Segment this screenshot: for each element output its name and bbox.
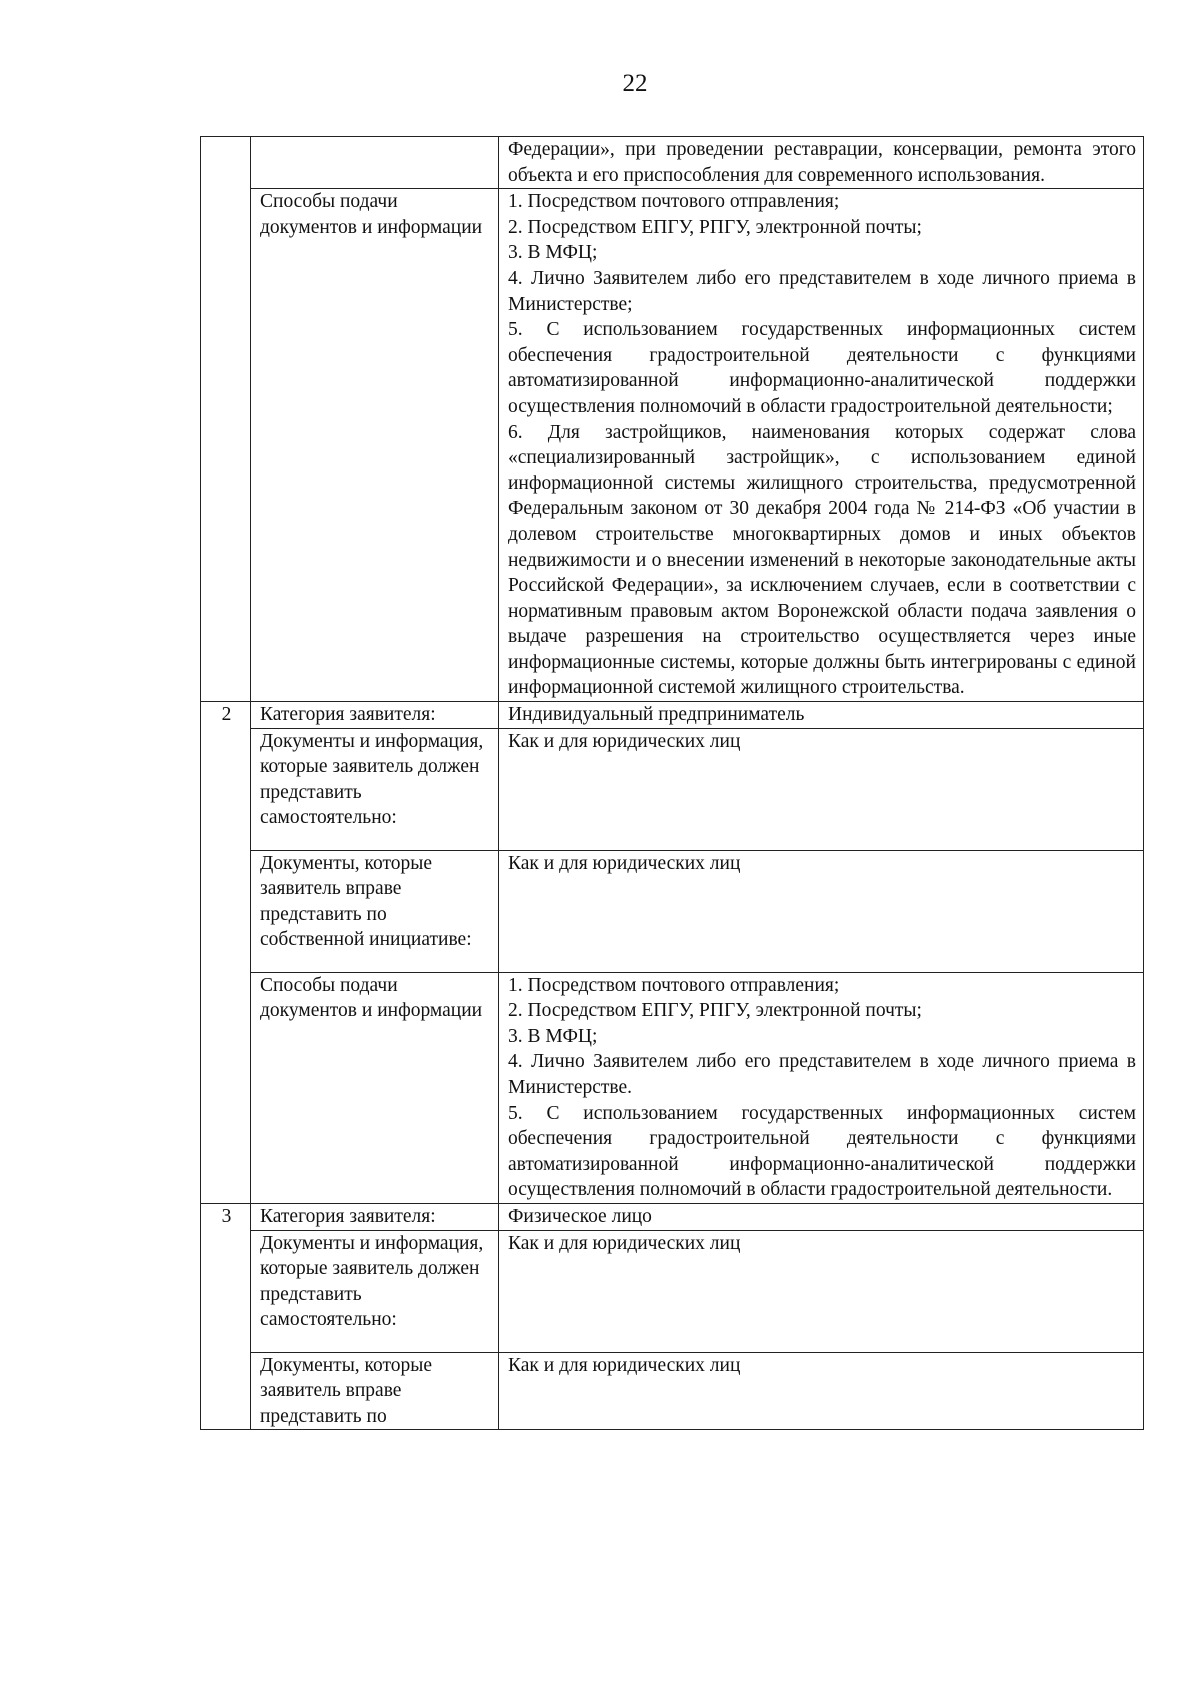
row-number: 3 (201, 1204, 251, 1430)
list-item: 3. В МФЦ; (508, 1025, 598, 1047)
list-item: 2. Посредством ЕПГУ, РПГУ, электронной почты; (508, 216, 922, 238)
table-row (201, 728, 1144, 850)
continuation-cell: Федерации», при проведении реставрации, консервации, ремонта этого объекта и его приспособления для современного использования. (499, 137, 1144, 189)
docs-required-label: Документы и информация, которые заявитель должен представить самостоятельно: (251, 728, 499, 850)
docs-required-value: Как и для юридических лиц (499, 728, 1144, 850)
docs-required-value: Как и для юридических лиц (499, 1230, 1144, 1352)
list-item: 5. С использованием государственных информационных систем обеспечения градостроительной деятельности с функциями автоматизированной информационно-аналитической поддержки осуществления полномочий в области градостроительной деятельности. (508, 1102, 1136, 1201)
docs-optional-label: Документы, которые заявитель вправе представить по собственной инициативе: (251, 850, 499, 972)
methods-value (499, 972, 1144, 1203)
list-item: 1. Посредством почтового отправления; (508, 191, 840, 213)
requirements-table (200, 136, 1144, 1430)
list-item: 1. Посредством почтового отправления; (508, 974, 840, 996)
category-value: Индивидуальный предприниматель (499, 702, 1144, 729)
label-cell (251, 137, 499, 189)
table-row (201, 850, 1144, 972)
docs-optional-value: Как и для юридических лиц (499, 1352, 1144, 1430)
methods-label: Способы подачи документов и информации (251, 189, 499, 702)
list-item: 2. Посредством ЕПГУ, РПГУ, электронной почты; (508, 1000, 922, 1022)
docs-optional-label: Документы, которые заявитель вправе представить по (251, 1352, 499, 1430)
methods-value (499, 189, 1144, 702)
table-row (201, 972, 1144, 1203)
row-number-cell (201, 137, 251, 702)
table-row (201, 702, 1144, 729)
table-row (201, 137, 1144, 189)
list-item: 4. Лично Заявителем либо его представителем в ходе личного приема в Министерстве; (508, 267, 1136, 315)
category-label: Категория заявителя: (251, 702, 499, 729)
page-number: 22 (622, 70, 648, 97)
methods-label: Способы подачи документов и информации (251, 972, 499, 1203)
docs-optional-value: Как и для юридических лиц (499, 850, 1144, 972)
list-item: 5. С использованием государственных информационных систем обеспечения градостроительной деятельности с функциями автоматизированной информационно-аналитической поддержки осуществления полномочий в области градостроительной деятельности; (508, 319, 1136, 417)
table-row (201, 189, 1144, 702)
table-row (201, 1204, 1144, 1231)
list-item: 6. Для застройщиков, наименования которых содержат слова «специализированный застройщик», с использованием единой информационной системы жилищного строительства, предусмотренной Федеральным законом от 30 декабря 2004 года № 214-ФЗ «Об участии в долевом строительстве многоквартирных домов и иных объектов недвижимости и о внесении изменений в некоторые законодательные акты Российской Федерации», за исключением случаев, если в соответствии с нормативным правовым актом Воронежской области подача заявления о выдаче разрешения на строительство осуществляется через иные информационные системы, которые должны быть интегрированы с единой информационной системой жилищного строительства. (508, 421, 1136, 699)
table-row (201, 1230, 1144, 1352)
list-item: 4. Лично Заявителем либо его представителем в ходе личного приема в Министерстве. (508, 1051, 1136, 1099)
category-label: Категория заявителя: (251, 1204, 499, 1231)
docs-required-label: Документы и информация, которые заявитель должен представить самостоятельно: (251, 1230, 499, 1352)
row-number: 2 (201, 702, 251, 1204)
category-value: Физическое лицо (499, 1204, 1144, 1231)
list-item: 3. В МФЦ; (508, 242, 598, 264)
table-row (201, 1352, 1144, 1430)
